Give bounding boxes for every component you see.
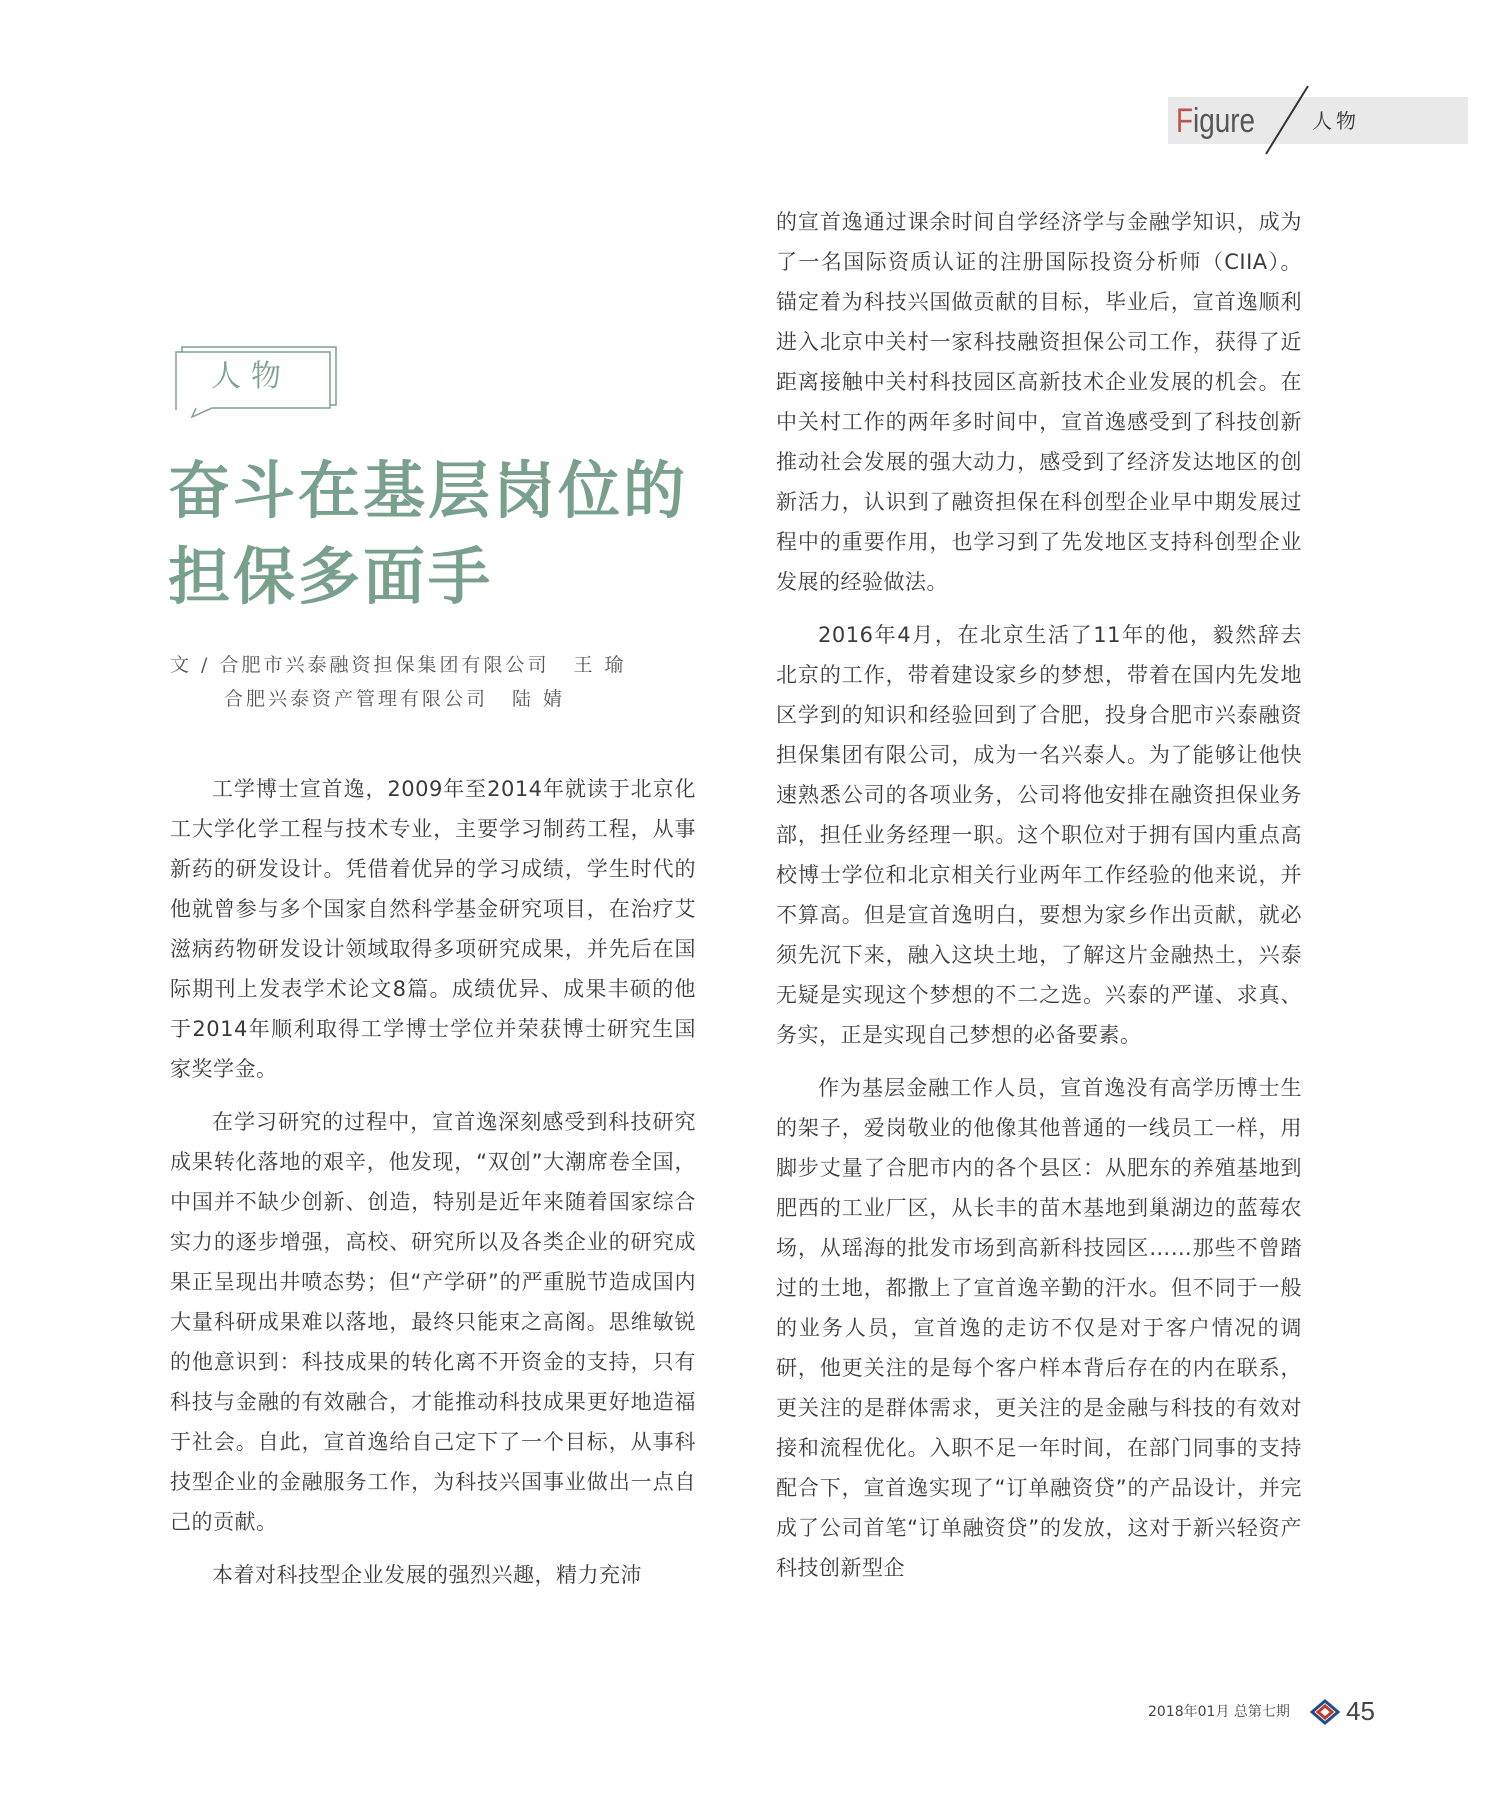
author-org: 合肥市兴泰融资担保集团有限公司 [219,654,550,676]
page-number: 45 [1346,1696,1375,1726]
publisher-logo-icon [1310,1697,1340,1727]
section-word [1176,98,1255,144]
article-title-line: 担保多面手 [168,540,494,613]
byline-row [170,648,710,682]
author-name: 陆 婧 [512,688,566,710]
header-section-name: 人物 [1312,109,1360,133]
author-name: 王 瑜 [573,654,627,676]
author-org: 合肥兴泰资产管理有限公司 [224,688,489,710]
byline-row [170,682,710,716]
body-paragraph: 工学博士宣首逸，2009年至2014年就读于北京化工大学化学工程与技术专业，主要学习制药工程，从事新药的研发设计。凭借着优异的学习成绩，学生时代的他就曾参与多个国家自然科学基金研究项目，在治疗艾滋病药物研发设计领域取得多项研究成果，并先后在国际期刊上发表学术论文8篇。成绩优异、成果丰硕的他于2014年顺利取得工学博士学位并荣获博士研究生国家奖学金。 [170,777,696,1081]
body-column-left [170,769,696,1608]
body-paragraph: 的宣首逸通过课余时间自学经济学与金融学知识，成为了一名国际资质认证的注册国际投资分析师（CIIA）。锚定着为科技兴国做贡献的目标，毕业后，宣首逸顺利进入北京中关村一家科技融资担保公司工作，获得了近距离接触中关村科技园区高新技术企业发展的机会。在中关村工作的两年多时间中，宣首逸感受到了科技创新推动社会发展的强大动力，感受到了经济发达地区的创新活力，认识到了融资担保在科创型企业早中期发展过程中的重要作用，也学习到了先发地区支持科创型企业发展的经验做法。 [776,210,1302,594]
section-word-initial: F [1176,102,1194,140]
body-column-right [776,202,1302,1601]
body-paragraph: 作为基层金融工作人员，宣首逸没有高学历博士生的架子，爱岗敬业的他像其他普通的一线员工一样，用脚步丈量了合肥市内的各个县区：从肥东的养殖基地到肥西的工业厂区，从长丰的苗木基地到巢湖边的蓝莓农场，从瑶海的批发市场到高新科技园区……那些不曾踏过的土地，都撒上了宣首逸辛勤的汗水。但不同于一般的业务人员，宣首逸的走访不仅是对于客户情况的调研，他更关注的是每个客户样本背后存在的内在联系，更关注的是群体需求，更关注的是金融与科技的有效对接和流程优化。入职不足一年时间，在部门同事的支持配合下，宣首逸实现了“订单融资贷”的产品设计，并完成了公司首笔“订单融资贷”的发放，这对于新兴轻资产科技创新型企 [776,1076,1302,1580]
category-label: 人物 [211,359,291,394]
byline-prefix: 文 / [170,654,211,676]
issue-info: 2018年01月 总第七期 [1148,1704,1290,1720]
body-paragraph: 在学习研究的过程中，宣首逸深刻感受到科技研究成果转化落地的艰辛，他发现，“双创”大潮席卷全国，中国并不缺少创新、创造，特别是近年来随着国家综合实力的逐步增强，高校、研究所以及各类企业的研究成果正呈现出井喷态势；但“产学研”的严重脱节造成国内大量科研成果难以落地，最终只能束之高阁。思维敏锐的他意识到：科技成果的转化离不开资金的支持，只有科技与金融的有效融合，才能推动科技成果更好地造福于社会。自此，宣首逸给自己定下了一个目标，从事科技型企业的金融服务工作，为科技兴国事业做出一点自己的贡献。 [170,1110,696,1534]
article-title-line: 奋斗在基层岗位的 [168,454,689,527]
body-paragraph: 2016年4月，在北京生活了11年的他，毅然辞去北京的工作，带着建设家乡的梦想，带着在国内先发地区学到的知识和经验回到了合肥，投身合肥市兴泰融资担保集团有限公司，成为一名兴泰人。为了能够让他快速熟悉公司的各项业务，公司将他安排在融资担保业务部，担任业务经理一职。这个职位对于拥有国内重点高校博士学位和北京相关行业两年工作经验的他来说，并不算高。但是宣首逸明白，要想为家乡作出贡献，就必须先沉下来，融入这块土地，了解这片金融热土，兴泰无疑是实现这个梦想的不二之选。兴泰的严谨、求真、务实，正是实现自己梦想的必备要素。 [776,623,1302,1047]
byline [170,648,710,716]
body-paragraph: 本着对科技型企业发展的强烈兴趣，精力充沛 [212,1563,642,1587]
article-title [168,448,728,620]
section-word-rest: igure [1193,102,1256,140]
header-slash-divider [1262,84,1312,156]
